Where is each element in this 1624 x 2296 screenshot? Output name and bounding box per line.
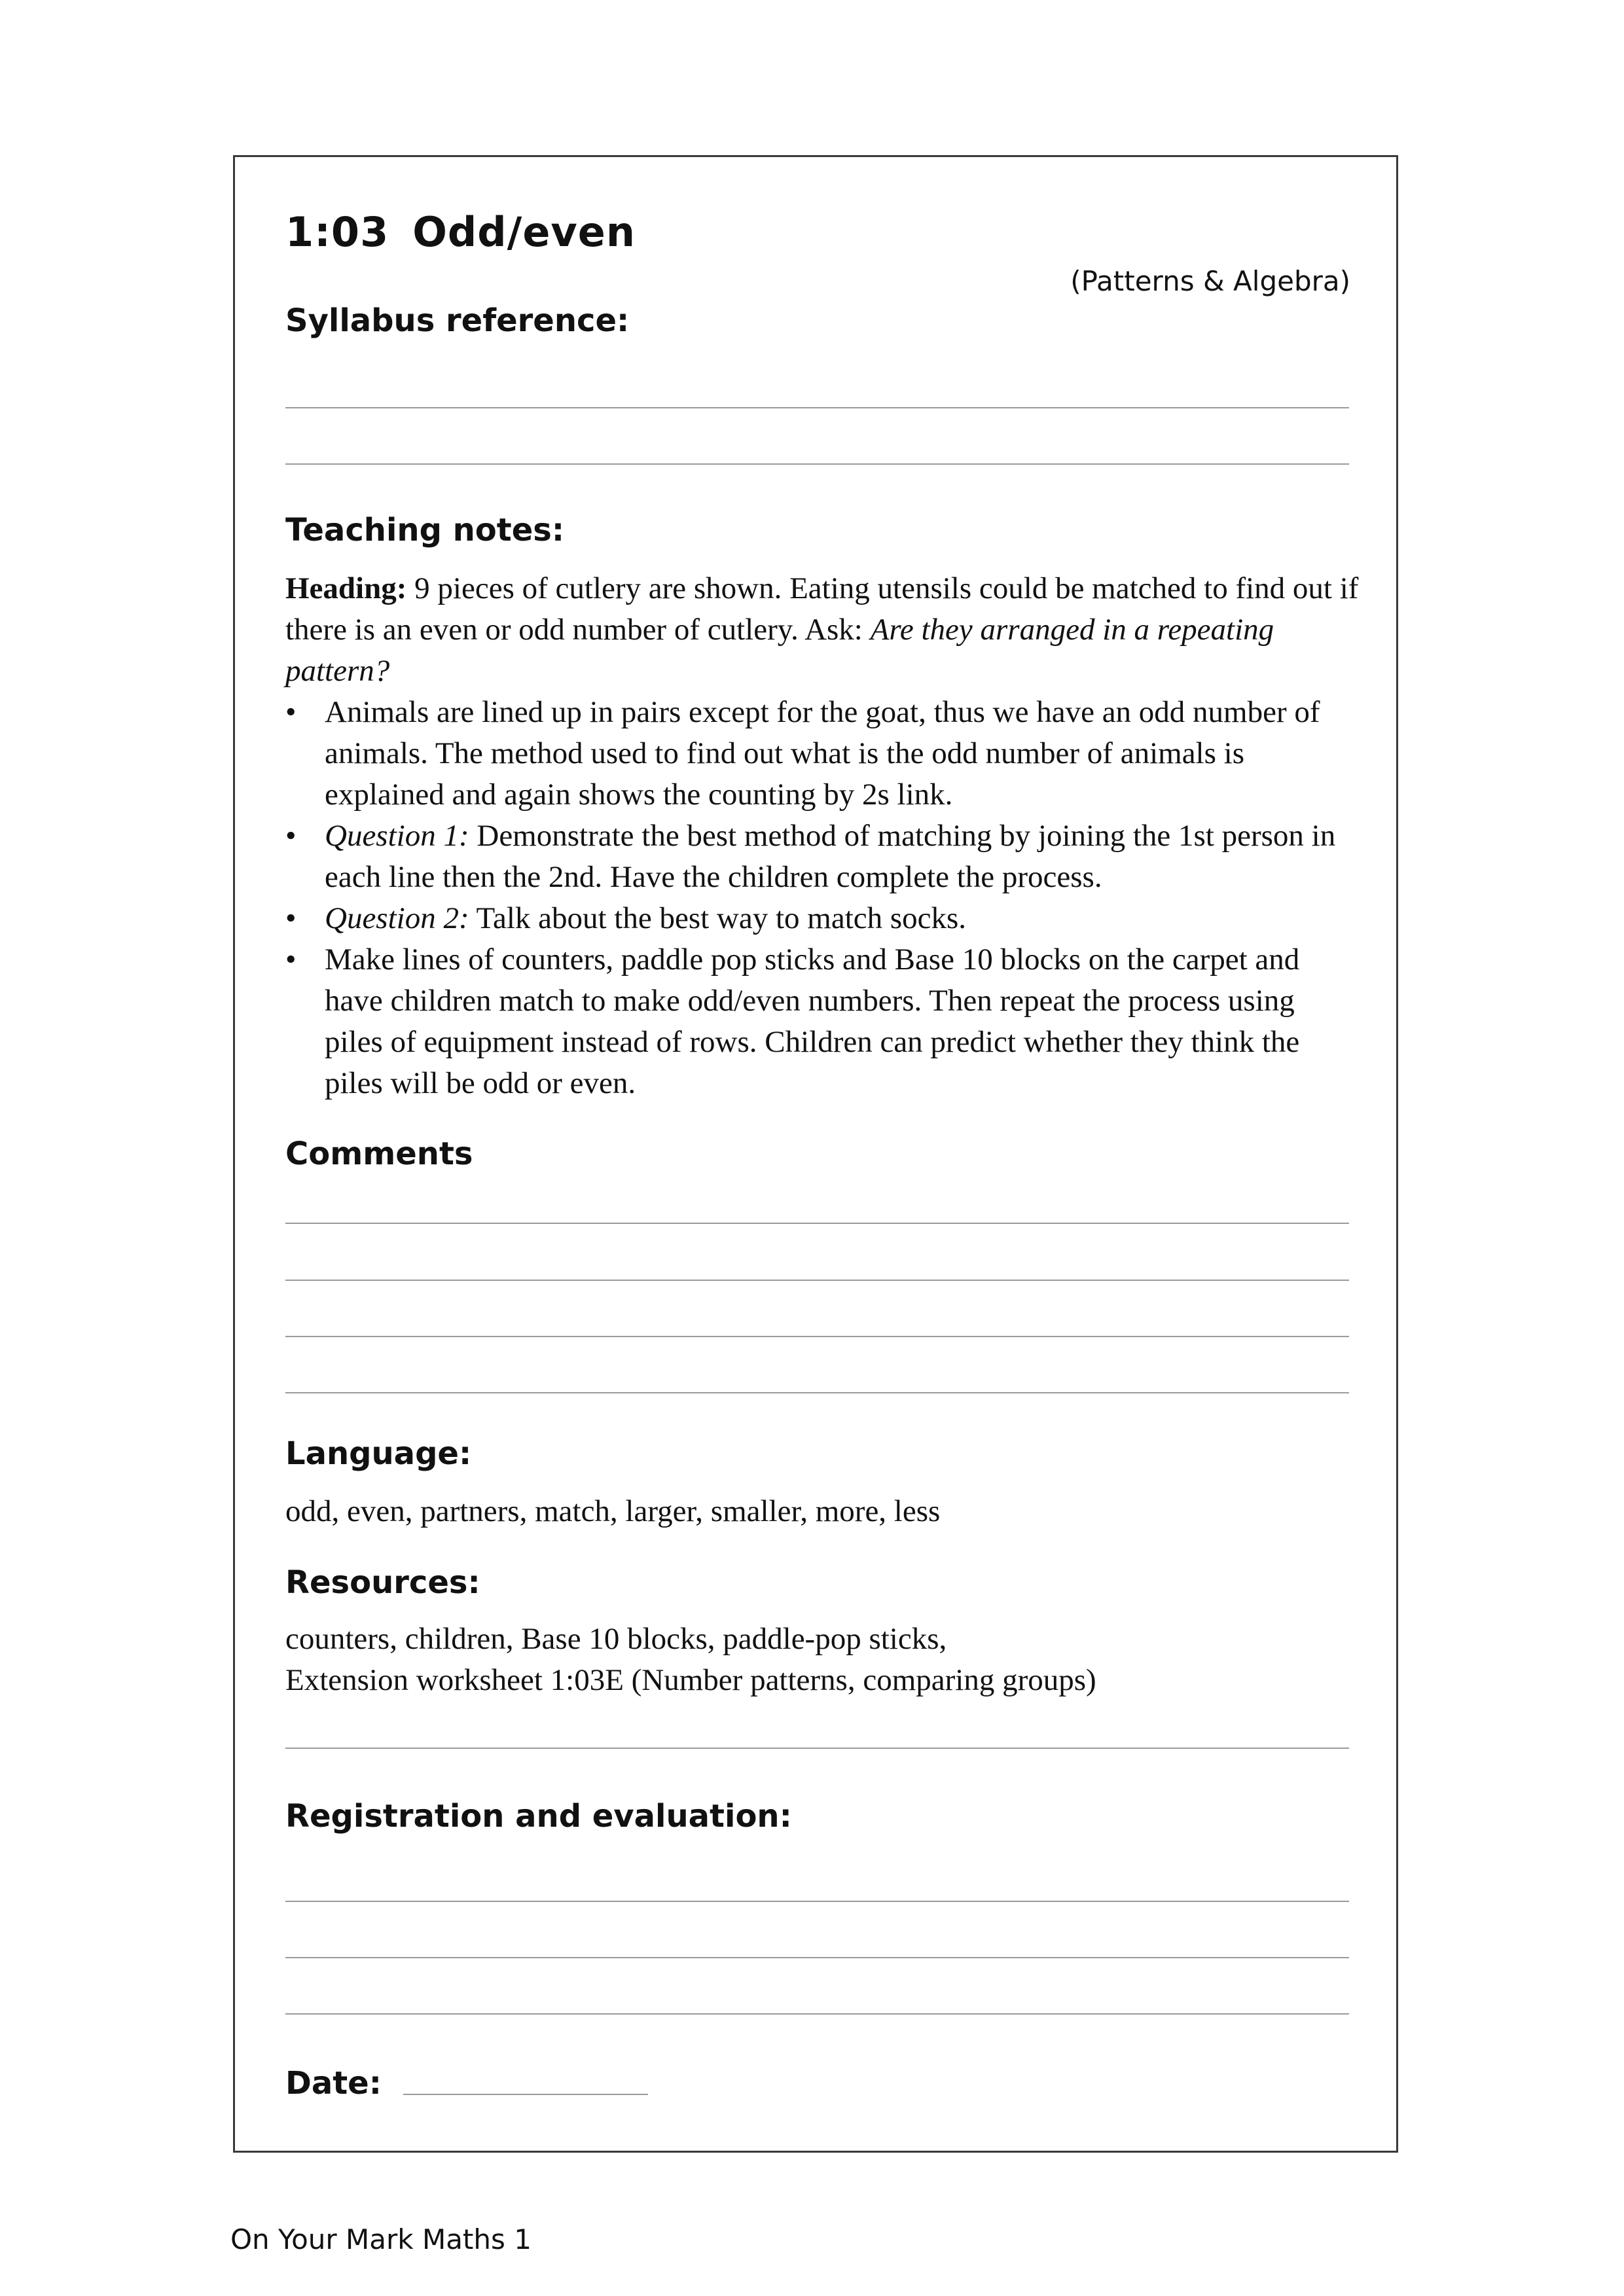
registration-line-3[interactable]: [285, 2013, 1349, 2015]
syllabus-heading: Syllabus reference:: [285, 302, 630, 339]
list-item: [285, 692, 1359, 816]
registration-heading: Registration and evaluation:: [285, 1798, 792, 1835]
language-heading: Language:: [285, 1435, 472, 1472]
teaching-notes-list: [285, 692, 1359, 1104]
resources-line-2: Extension worksheet 1:03E (Number patterns, comparing groups): [285, 1663, 1096, 1697]
footer-text: On Your Mark Maths 1: [230, 2223, 532, 2255]
comments-line-3[interactable]: [285, 1336, 1349, 1337]
intro-question: Are they arranged in a repeating pattern?: [285, 613, 1274, 688]
bullet: •: [285, 819, 297, 853]
strand-label: (Patterns & Algebra): [1070, 265, 1350, 297]
syllabus-line-2[interactable]: [285, 463, 1349, 465]
bullet: •: [285, 942, 297, 977]
comments-heading: Comments: [285, 1136, 473, 1172]
lesson-name: Odd/even: [412, 208, 636, 256]
lesson-title: [285, 208, 636, 256]
teaching-notes-heading: Teaching notes:: [285, 512, 565, 548]
list-item-text: Animals are lined up in pairs except for the goat, thus we have an odd number of animals. The method used to find out what is the odd number of animals is explained and again shows the counting by 2s link.: [325, 695, 1320, 812]
bullet: •: [285, 901, 297, 935]
comments-line-1[interactable]: [285, 1223, 1349, 1224]
resources-line[interactable]: [285, 1748, 1349, 1749]
comments-line-2[interactable]: [285, 1280, 1349, 1281]
registration-line-2[interactable]: [285, 1957, 1349, 1958]
list-item-lead: Question 2:: [325, 901, 469, 935]
teaching-notes-body: [285, 568, 1359, 1104]
intro-text: 9 pieces of cutlery are shown. Eating utensils could be matched to find out if there is an even or odd number of cutlery. Ask:: [285, 571, 1359, 647]
date-label: Date:: [285, 2065, 382, 2102]
bullet: •: [285, 695, 297, 729]
language-text: odd, even, partners, match, larger, smaller, more, less: [285, 1494, 941, 1528]
resources-text: [285, 1619, 1359, 1701]
list-item: [285, 939, 1359, 1104]
list-item-text: Talk about the best way to match socks.: [469, 901, 967, 935]
syllabus-line-1[interactable]: [285, 407, 1349, 408]
lesson-number: 1:03: [285, 208, 389, 256]
teaching-notes-intro: [285, 568, 1359, 692]
comments-line-4[interactable]: [285, 1392, 1349, 1393]
intro-label: Heading:: [285, 571, 407, 605]
list-item-text: Make lines of counters, paddle pop sticks and Base 10 blocks on the carpet and have children match to make odd/even numbers. Then repeat the process using piles of equipment instead of rows. Children can predict whether they think the piles will be odd or even.: [325, 942, 1300, 1100]
list-item: [285, 816, 1359, 898]
list-item-text: Demonstrate the best method of matching by joining the 1st person in each line then the 2nd. Have the children complete the process.: [325, 819, 1336, 894]
list-item: [285, 898, 1359, 939]
resources-heading: Resources:: [285, 1564, 480, 1601]
list-item-lead: Question 1:: [325, 819, 469, 853]
date-field-line[interactable]: [403, 2094, 648, 2095]
registration-line-1[interactable]: [285, 1901, 1349, 1902]
resources-line-1: counters, children, Base 10 blocks, paddle-pop sticks,: [285, 1622, 947, 1656]
